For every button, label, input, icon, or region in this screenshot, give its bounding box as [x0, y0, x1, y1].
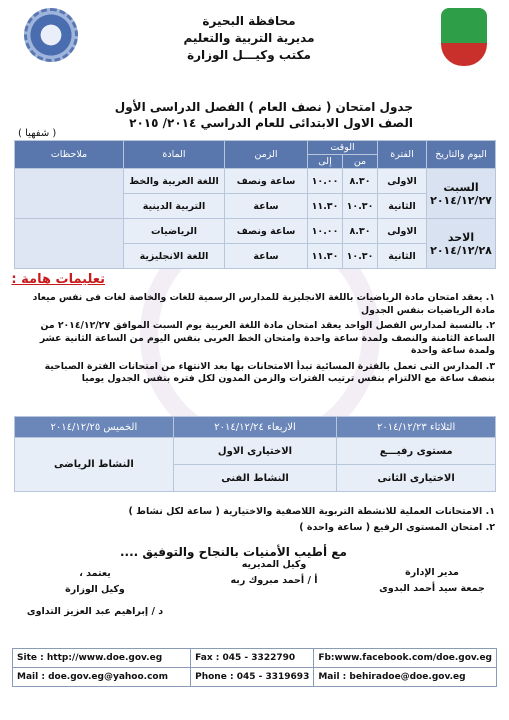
col-period: الفترة: [378, 141, 427, 169]
manager-name: جمعة سيد أحمد البدوى: [379, 583, 485, 594]
undersecretary-title: وكيل الوزارة: [65, 584, 125, 595]
table-row: [15, 169, 496, 194]
from-cell: ٨.٣٠: [343, 169, 378, 194]
activity-cell: النشاط الرياضى: [15, 438, 174, 492]
to-cell: ١٠.٠٠: [308, 169, 343, 194]
col-duration: الزمن: [225, 141, 308, 169]
col-tuesday: الثلاثاء ٢٠١٤/١٢/٢٣: [337, 417, 496, 438]
col-wednesday: الاربعاء ٢٠١٤/١٢/٢٤: [173, 417, 337, 438]
period-cell: الثانية: [378, 244, 427, 269]
table-row: [15, 438, 496, 465]
signature-deputy: [209, 557, 339, 589]
exam-schedule-table: [14, 140, 496, 269]
footer-phone: Phone : 045 - 3319693: [191, 668, 314, 687]
footer-mail: Mail : doe.gov.eg@yahoo.com: [13, 668, 191, 687]
to-cell: ١٠.٠٠: [308, 219, 343, 244]
day-cell: [427, 169, 496, 219]
duration-cell: ساعة ونصف: [225, 219, 308, 244]
subject-cell: التربية الدينية: [124, 194, 225, 219]
header-directorate: مديرية التربية والتعليم: [183, 31, 315, 45]
note-item: ٢. امتحان المستوى الرفيع ( ساعة واحدة ): [299, 522, 495, 533]
day-date: ٢٠١٤/١٢/٢٧: [430, 193, 492, 207]
exam-notes: [17, 504, 495, 536]
instruction-item: ٢. بالنسبة لمدارس الفصل الواحد يعقد امتحان مادة اللغة العربية يوم السبت الموافق ٢٠١٤/١٢/٢٧ من الساعة الثامنة والنصف ولمدة ساعة واحدة وامتحان الخط العربى بنفس اليوم من الساعة الثانية عشر ولمدة ساعة واحدة: [39, 320, 495, 356]
exam-subtitle: الصف الاول الابتدائى للعام الدراسي ٢٠١٤/ ٢٠١٥: [129, 116, 413, 130]
to-cell: ١١.٣٠: [308, 244, 343, 269]
subject-cell: الرياضيات: [124, 219, 225, 244]
site-link[interactable]: http://www.doe.gov.eg: [46, 653, 163, 663]
col-notes: ملاحظات: [15, 141, 124, 169]
day-cell: [427, 219, 496, 269]
footer-facebook[interactable]: Fb:www.facebook.com/doe.gov.eg: [314, 649, 497, 668]
activity-cell: النشاط الفنى: [173, 465, 337, 492]
header-governorate: محافظة البحيرة: [202, 14, 296, 28]
governorate-logo-icon: [441, 8, 487, 66]
footer-mail2[interactable]: Mail : behiradoe@doe.gov.eg: [314, 668, 497, 687]
subject-cell: اللغة الانجليزية: [124, 244, 225, 269]
duration-cell: ساعة: [225, 194, 308, 219]
from-cell: ١٠.٣٠: [343, 244, 378, 269]
ministry-logo-icon: [24, 8, 78, 62]
from-cell: ٨.٣٠: [343, 219, 378, 244]
activity-cell: مستوى رفيـــع: [337, 438, 496, 465]
col-time: الوقت: [308, 141, 378, 155]
to-cell: ١١.٣٠: [308, 194, 343, 219]
approve-text: يعتمد ،: [79, 568, 111, 579]
signature-manager: [377, 565, 487, 597]
col-from: من: [343, 155, 378, 169]
header-office: مكتب وكيـــل الوزارة: [187, 48, 311, 62]
activity-cell: الاختيارى الثانى: [337, 465, 496, 492]
oral-note: ( شفهيا ): [18, 128, 57, 139]
instruction-item: ٣. المدارس التى تعمل بالفترة المسائية تبدأ الامتحانات بها بعد الانتهاء من امتحانات الفترة الصباحية بنصف ساعة مع الالتزام بنفس ترتيب الفترات والزمن المدون لكل فتره بنفس الجدول يوميا: [44, 360, 495, 384]
period-cell: الاولى: [378, 169, 427, 194]
col-day-date: اليوم والتاريخ: [427, 141, 496, 169]
day-name: السبت: [443, 180, 479, 194]
footer-contacts: [12, 648, 497, 687]
wishes-text: مع أطيب الأمنيات بالنجاح والتوفيق ....: [120, 545, 347, 559]
from-cell: ١٠.٣٠: [343, 194, 378, 219]
note-item: ١. الامتحانات العملية للانشطة التربوية اللاصفية والاختيارية ( ساعة لكل نشاط ): [128, 506, 495, 517]
footer-fax: Fax : 045 - 3322790: [191, 649, 314, 668]
period-cell: الثانية: [378, 194, 427, 219]
col-thursday: الخميس ٢٠١٤/١٢/٢٥: [15, 417, 174, 438]
instruction-item: ١. يعقد امتحان مادة الرياضيات باللغة الانجليزية للمدارس الرسمية للغات والخاصة لغات فى نفس ميعاد مادة الرياضيات بنفس الجدول: [32, 292, 495, 316]
footer-site: Site : http://www.doe.gov.eg: [13, 649, 191, 668]
manager-title: مدير الإدارة: [405, 567, 459, 578]
instructions-list: [17, 292, 495, 389]
notes-cell: [15, 219, 124, 269]
period-cell: الاولى: [378, 219, 427, 244]
exam-title: جدول امتحان ( نصف العام ) الفصل الدراسى الأول: [114, 100, 413, 114]
subject-cell: اللغة العربية والخط: [124, 169, 225, 194]
deputy-name: أ / أحمد مبروك ربه: [230, 575, 318, 586]
duration-cell: ساعة ونصف: [225, 169, 308, 194]
undersecretary-name: د / إبراهيم عبد العزيز التداوى: [26, 606, 164, 617]
table-row: [15, 219, 496, 244]
mail-link[interactable]: doe.gov.eg@yahoo.com: [48, 672, 168, 682]
deputy-title: وكيل المديريه: [241, 559, 307, 570]
duration-cell: ساعة: [225, 244, 308, 269]
day-date: ٢٠١٤/١٢/٢٨: [430, 243, 492, 257]
col-subject: المادة: [124, 141, 225, 169]
notes-cell: [15, 169, 124, 219]
day-name: الاحد: [447, 230, 475, 244]
instructions-title: تعليمات هامة :: [11, 272, 105, 287]
signature-undersecretary: [20, 566, 170, 620]
activities-table: [14, 416, 496, 492]
col-to: إلى: [308, 155, 343, 169]
activity-cell: الاختيارى الاول: [173, 438, 337, 465]
